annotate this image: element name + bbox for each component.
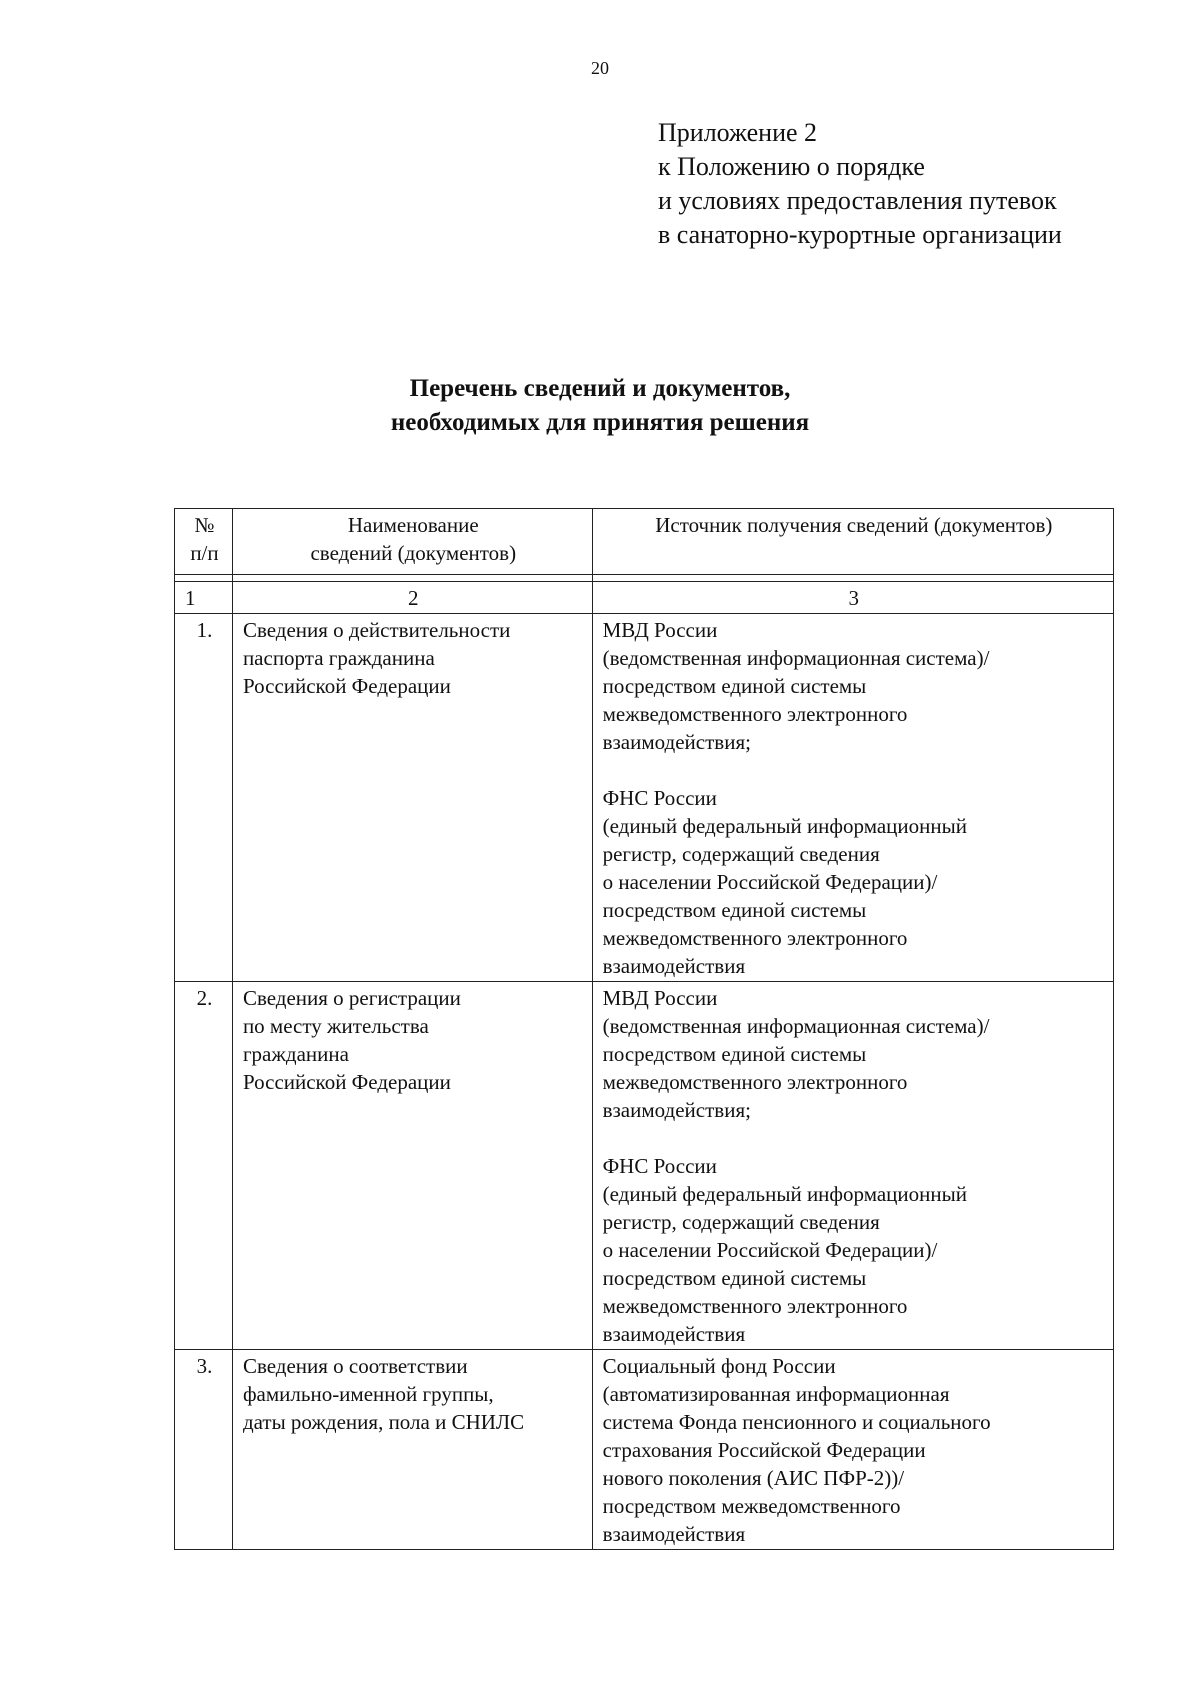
row-name-line: фамильно-именной группы, (242, 1382, 494, 1406)
table-row (175, 1350, 1114, 1550)
row-source-cell (592, 614, 1113, 982)
gap-cell (232, 575, 592, 582)
row-source-line: (ведомственная информационная система)/ (602, 1014, 990, 1038)
row-source-cell (592, 1350, 1113, 1550)
table-row (175, 614, 1114, 982)
row-source-line: нового поколения (АИС ПФР-2))/ (602, 1466, 905, 1490)
row-source-line: ФНС России (602, 786, 717, 810)
appendix-line: к Положению о порядке (658, 152, 925, 181)
header-cell-number (175, 509, 233, 575)
paragraph-gap (603, 756, 1105, 784)
row-source-line: межведомственного электронного (602, 926, 908, 950)
row-source-line: система Фонда пенсионного и социального (602, 1410, 991, 1434)
row-source-line: МВД России (602, 986, 718, 1010)
table-header-row (175, 509, 1114, 575)
row-source-line: (автоматизированная информационная (602, 1382, 950, 1406)
header-text: № (194, 513, 215, 537)
row-number: 3. (175, 1350, 233, 1550)
appendix-line: Приложение 2 (658, 118, 818, 147)
row-source-line: регистр, содержащий сведения (602, 1210, 880, 1234)
row-source-line: о населении Российской Федерации)/ (602, 1238, 938, 1262)
row-source-line: взаимодействия (602, 1522, 746, 1546)
gap-cell (175, 575, 233, 582)
column-number: 2 (232, 582, 592, 614)
header-cell-name (232, 509, 592, 575)
row-source-line: посредством межведомственного (602, 1494, 901, 1518)
row-source-line: (единый федеральный информационный (602, 814, 967, 838)
page-number: 20 (591, 58, 609, 78)
row-source-line: межведомственного электронного (602, 702, 908, 726)
row-source-line: регистр, содержащий сведения (602, 842, 880, 866)
row-name-line: по месту жительства (242, 1014, 429, 1038)
appendix-line: и условиях предоставления путевок (658, 186, 1057, 215)
row-source-line: посредством единой системы (602, 1042, 867, 1066)
row-source-line: посредством единой системы (602, 1266, 867, 1290)
row-name-line: Российской Федерации (242, 1070, 451, 1094)
column-number: 3 (592, 582, 1113, 614)
appendix-note (658, 116, 1062, 252)
header-text: п/п (190, 541, 219, 565)
paragraph-gap (603, 1124, 1105, 1152)
row-source-line: посредством единой системы (602, 898, 867, 922)
row-name-line: даты рождения, пола и СНИЛС (242, 1410, 525, 1434)
row-source-line: (единый федеральный информационный (602, 1182, 967, 1206)
row-number: 2. (175, 982, 233, 1350)
table-row (175, 982, 1114, 1350)
header-text: Источник получения сведений (документов) (655, 513, 1053, 537)
header-cell-source (592, 509, 1113, 575)
row-source-line: Социальный фонд России (602, 1354, 836, 1378)
row-name-cell (232, 614, 592, 982)
row-name-cell (232, 1350, 592, 1550)
row-source-line: межведомственного электронного (602, 1294, 908, 1318)
row-name-line: паспорта гражданина (242, 646, 435, 670)
row-source-line: взаимодействия; (602, 1098, 751, 1122)
appendix-line: в санаторно-курортные организации (658, 220, 1062, 249)
header-text: Наименование (347, 513, 479, 537)
row-source-line: МВД России (602, 618, 718, 642)
row-name-line: Сведения о соответствии (242, 1354, 468, 1378)
row-name-line: Сведения о действительности (242, 618, 511, 642)
row-source-line: взаимодействия; (602, 730, 751, 754)
row-name-line: гражданина (242, 1042, 349, 1066)
row-name-cell (232, 982, 592, 1350)
row-source-line: о населении Российской Федерации)/ (602, 870, 938, 894)
row-name-line: Российской Федерации (242, 674, 451, 698)
row-source-line: взаимодействия (602, 1322, 746, 1346)
header-gap-row (175, 575, 1114, 582)
gap-cell (592, 575, 1113, 582)
header-text: сведений (документов) (310, 541, 517, 565)
row-source-cell (592, 982, 1113, 1350)
row-source-line: (ведомственная информационная система)/ (602, 646, 990, 670)
row-source-line: посредством единой системы (602, 674, 867, 698)
row-source-line: страхования Российской Федерации (602, 1438, 926, 1462)
row-number: 1. (175, 614, 233, 982)
row-source-line: взаимодействия (602, 954, 746, 978)
row-name-line: Сведения о регистрации (242, 986, 461, 1010)
row-source-line: ФНС России (602, 1154, 717, 1178)
column-number-row (175, 582, 1114, 614)
column-number: 1 (175, 582, 233, 614)
document-title (0, 372, 1200, 440)
title-line: Перечень сведений и документов, (409, 375, 791, 402)
title-line: необходимых для принятия решения (390, 409, 810, 436)
documents-table (174, 508, 1114, 1550)
row-source-line: межведомственного электронного (602, 1070, 908, 1094)
